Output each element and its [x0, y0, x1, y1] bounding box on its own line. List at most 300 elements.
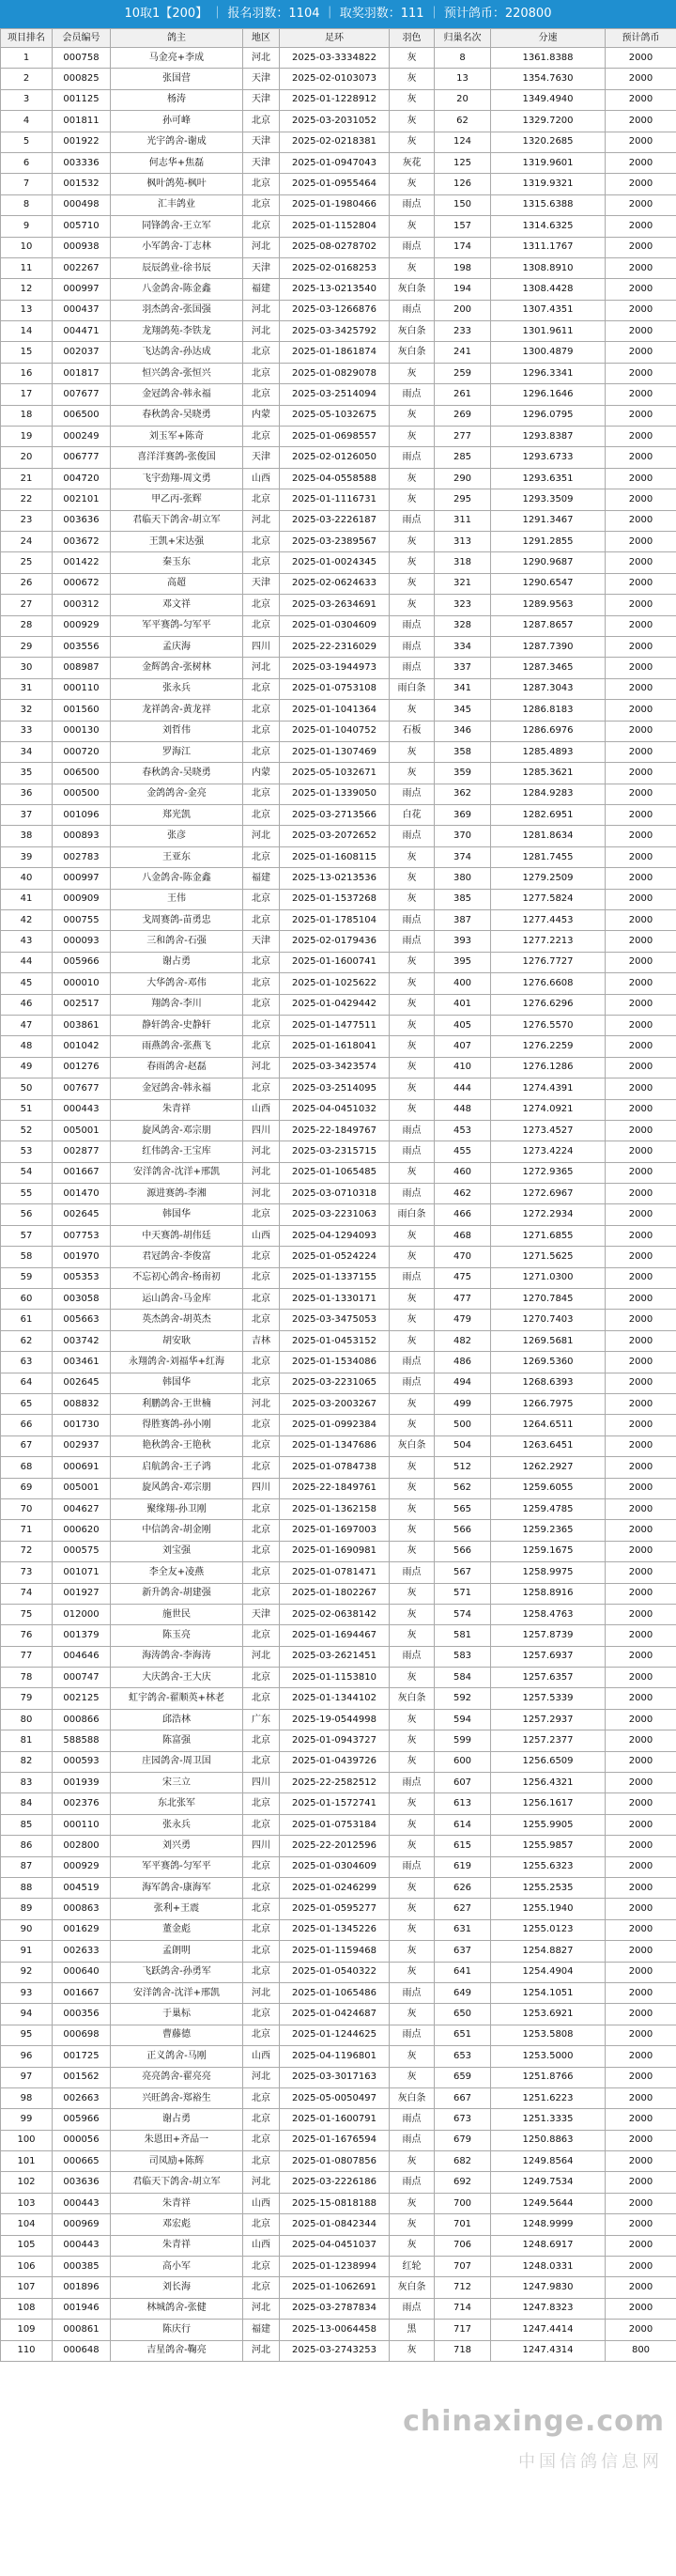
cell-ring: 2025-01-1307469	[280, 741, 390, 762]
cell-rank: 25	[1, 552, 53, 573]
table-row	[1, 615, 676, 636]
table-row	[1, 1057, 676, 1078]
cell-owner: 金冠鸽舍-韩永福	[111, 384, 243, 405]
cell-prize: 2000	[606, 658, 676, 678]
cell-owner: 罗海江	[111, 741, 243, 762]
cell-owner: 林城鸽舍-张健	[111, 2298, 243, 2319]
cell-prize: 2000	[606, 741, 676, 762]
cell-ring: 2025-03-2231063	[280, 1204, 390, 1225]
cell-member-id: 000110	[53, 1814, 111, 1835]
cell-ring: 2025-01-1676594	[280, 2130, 390, 2150]
cell-rank: 102	[1, 2172, 53, 2193]
cell-ring: 2025-01-1534086	[280, 1352, 390, 1373]
cell-ring: 2025-03-3423574	[280, 1057, 390, 1078]
cell-member-id: 001532	[53, 174, 111, 194]
cell-return-place: 444	[435, 1079, 491, 1099]
cell-ring: 2025-04-0558588	[280, 468, 390, 489]
cell-color: 灰	[390, 1247, 435, 1267]
result-banner: 10取1【200】 ｜ 报名羽数：1104 ｜ 取奖羽数：111 ｜ 预计鸽币：220800	[0, 0, 676, 28]
cell-region: 河北	[243, 826, 280, 846]
cell-prize: 2000	[606, 1962, 676, 1982]
cell-speed: 1273.4224	[491, 1141, 606, 1162]
cell-prize: 2000	[606, 1604, 676, 1624]
cell-ring: 2025-08-0278702	[280, 237, 390, 257]
cell-region: 天津	[243, 132, 280, 152]
cell-region: 北京	[243, 2130, 280, 2150]
cell-ring: 2025-22-2012596	[280, 1836, 390, 1856]
table-row	[1, 826, 676, 846]
cell-color: 灰	[390, 1079, 435, 1099]
cell-member-id: 003556	[53, 636, 111, 657]
cell-return-place: 712	[435, 2277, 491, 2298]
cell-ring: 2025-03-2226187	[280, 510, 390, 531]
cell-member-id: 001667	[53, 1982, 111, 2003]
table-row	[1, 132, 676, 152]
cell-rank: 53	[1, 1141, 53, 1162]
cell-region: 北京	[243, 1962, 280, 1982]
cell-color: 灰	[390, 763, 435, 784]
cell-rank: 46	[1, 994, 53, 1015]
cell-prize: 2000	[606, 1498, 676, 1519]
cell-region: 天津	[243, 257, 280, 278]
table-row	[1, 1668, 676, 1688]
cell-member-id: 006777	[53, 447, 111, 468]
cell-region: 山西	[243, 2235, 280, 2256]
cell-prize: 2000	[606, 132, 676, 152]
cell-prize: 2000	[606, 2320, 676, 2340]
cell-color: 灰	[390, 1162, 435, 1183]
table-row	[1, 2067, 676, 2087]
cell-color: 灰	[390, 216, 435, 237]
cell-speed: 1271.0300	[491, 1267, 606, 1288]
cell-member-id: 000620	[53, 1520, 111, 1541]
cell-region: 河北	[243, 1162, 280, 1183]
cell-rank: 106	[1, 2257, 53, 2277]
cell-speed: 1281.8634	[491, 826, 606, 846]
cell-member-id: 001667	[53, 1162, 111, 1183]
cell-ring: 2025-05-1032675	[280, 405, 390, 426]
cell-ring: 2025-03-3334822	[280, 48, 390, 69]
cell-prize: 2000	[606, 1373, 676, 1393]
cell-member-id: 003336	[53, 152, 111, 173]
cell-rank: 92	[1, 1962, 53, 1982]
cell-speed: 1289.9563	[491, 595, 606, 615]
cell-color: 灰	[390, 69, 435, 89]
cell-owner: 高超	[111, 573, 243, 594]
cell-color: 灰	[390, 427, 435, 447]
cell-color: 灰白条	[390, 321, 435, 342]
cell-member-id: 003636	[53, 510, 111, 531]
cell-rank: 105	[1, 2235, 53, 2256]
cell-return-place: 682	[435, 2151, 491, 2172]
table-row	[1, 384, 676, 405]
table-row	[1, 69, 676, 89]
cell-owner: 龙祥鸽舍-黄龙祥	[111, 700, 243, 721]
cell-rank: 29	[1, 636, 53, 657]
cell-owner: 东北张军	[111, 1793, 243, 1814]
cell-rank: 82	[1, 1751, 53, 1772]
cell-speed: 1276.6608	[491, 973, 606, 994]
cell-member-id: 004519	[53, 1877, 111, 1898]
cell-owner: 红伟鸽舍-王宝库	[111, 1141, 243, 1162]
cell-owner: 刘玉军+陈奇	[111, 427, 243, 447]
cell-rank: 65	[1, 1394, 53, 1415]
cell-owner: 陈玉亮	[111, 1625, 243, 1646]
cell-ring: 2025-02-0179436	[280, 931, 390, 952]
cell-region: 北京	[243, 846, 280, 867]
cell-rank: 6	[1, 152, 53, 173]
cell-return-place: 500	[435, 1415, 491, 1435]
table-row	[1, 531, 676, 551]
table-row	[1, 2130, 676, 2150]
cell-region: 北京	[243, 2214, 280, 2235]
cell-speed: 1276.5570	[491, 1015, 606, 1035]
cell-region: 北京	[243, 994, 280, 1015]
cell-color: 雨点	[390, 1646, 435, 1667]
cell-return-place: 706	[435, 2235, 491, 2256]
cell-speed: 1276.1286	[491, 1057, 606, 1078]
cell-rank: 88	[1, 1877, 53, 1898]
cell-ring: 2025-01-0955464	[280, 174, 390, 194]
cell-member-id: 000437	[53, 300, 111, 320]
cell-speed: 1272.9365	[491, 1162, 606, 1183]
cell-prize: 2000	[606, 2025, 676, 2045]
cell-speed: 1276.2259	[491, 1036, 606, 1057]
cell-color: 灰	[390, 1415, 435, 1435]
cell-region: 河北	[243, 2172, 280, 2193]
cell-speed: 1291.2855	[491, 531, 606, 551]
cell-owner: 金冠鸽舍-韩永福	[111, 1079, 243, 1099]
table-row	[1, 216, 676, 237]
cell-return-place: 290	[435, 468, 491, 489]
cell-color: 灰	[390, 2151, 435, 2172]
cell-rank: 62	[1, 1330, 53, 1351]
cell-region: 北京	[243, 1036, 280, 1057]
cell-ring: 2025-01-1802267	[280, 1583, 390, 1604]
cell-region: 北京	[243, 1015, 280, 1035]
cell-return-place: 259	[435, 363, 491, 383]
cell-color: 灰	[390, 994, 435, 1015]
cell-region: 北京	[243, 1919, 280, 1940]
cell-rank: 74	[1, 1583, 53, 1604]
cell-prize: 2000	[606, 1184, 676, 1204]
table-row	[1, 489, 676, 510]
cell-return-place: 499	[435, 1394, 491, 1415]
cell-rank: 90	[1, 1919, 53, 1940]
cell-speed: 1251.6223	[491, 2087, 606, 2108]
cell-region: 北京	[243, 2257, 280, 2277]
cell-rank: 86	[1, 1836, 53, 1856]
cell-speed: 1270.7845	[491, 1289, 606, 1310]
cell-owner: 永翔鸽舍-刘福华+红海	[111, 1352, 243, 1373]
cell-prize: 2000	[606, 805, 676, 826]
cell-region: 河北	[243, 658, 280, 678]
cell-return-place: 20	[435, 89, 491, 110]
cell-member-id: 000825	[53, 69, 111, 89]
cell-ring: 2025-01-1228912	[280, 89, 390, 110]
cell-member-id: 001922	[53, 132, 111, 152]
cell-owner: 朱恩田+齐品一	[111, 2130, 243, 2150]
cell-ring: 2025-01-0524224	[280, 1247, 390, 1267]
cell-color: 灰	[390, 552, 435, 573]
cell-return-place: 607	[435, 1773, 491, 1793]
cell-region: 北京	[243, 1751, 280, 1772]
cell-region: 河北	[243, 321, 280, 342]
cell-color: 雨点	[390, 384, 435, 405]
cell-prize: 2000	[606, 427, 676, 447]
cell-member-id: 002376	[53, 1793, 111, 1814]
cell-member-id: 003058	[53, 1289, 111, 1310]
cell-member-id: 000249	[53, 427, 111, 447]
cell-return-place: 562	[435, 1478, 491, 1498]
cell-ring: 2025-01-1238994	[280, 2257, 390, 2277]
cell-member-id: 001042	[53, 1036, 111, 1057]
cell-ring: 2025-01-0540322	[280, 1962, 390, 1982]
cell-speed: 1259.6055	[491, 1478, 606, 1498]
cell-ring: 2025-03-2713566	[280, 805, 390, 826]
cell-member-id: 002633	[53, 1941, 111, 1962]
cell-rank: 14	[1, 321, 53, 342]
cell-return-place: 385	[435, 889, 491, 909]
cell-speed: 1354.7630	[491, 69, 606, 89]
cell-color: 灰	[390, 1709, 435, 1730]
table-row	[1, 174, 676, 194]
cell-member-id: 001562	[53, 2067, 111, 2087]
cell-owner: 英杰鸽舍-胡英杰	[111, 1310, 243, 1330]
cell-region: 北京	[243, 615, 280, 636]
cell-region: 四川	[243, 1836, 280, 1856]
cell-prize: 2000	[606, 342, 676, 363]
cell-region: 广东	[243, 1709, 280, 1730]
table-row	[1, 2298, 676, 2319]
table-row	[1, 1688, 676, 1709]
cell-prize: 2000	[606, 1015, 676, 1035]
watermark-name: 中国信鸽信息网	[518, 2452, 663, 2472]
cell-return-place: 571	[435, 1583, 491, 1604]
cell-owner: 三和鸽舍-石强	[111, 931, 243, 952]
cell-speed: 1272.6967	[491, 1184, 606, 1204]
cell-speed: 1284.9283	[491, 784, 606, 804]
cell-speed: 1293.3509	[491, 489, 606, 510]
cell-rank: 66	[1, 1415, 53, 1435]
cell-color: 灰白条	[390, 342, 435, 363]
cell-return-place: 700	[435, 2193, 491, 2213]
cell-member-id: 005966	[53, 2109, 111, 2130]
cell-return-place: 124	[435, 132, 491, 152]
table-row	[1, 931, 676, 952]
cell-owner: 孟朗明	[111, 1941, 243, 1962]
cell-rank: 71	[1, 1520, 53, 1541]
cell-owner: 喜洋洋赛鸽-张俊国	[111, 447, 243, 468]
table-row	[1, 510, 676, 531]
table-row	[1, 363, 676, 383]
cell-speed: 1291.3467	[491, 510, 606, 531]
cell-speed: 1259.2365	[491, 1520, 606, 1541]
table-row	[1, 1036, 676, 1057]
cell-return-place: 470	[435, 1247, 491, 1267]
cell-rank: 49	[1, 1057, 53, 1078]
cell-prize: 2000	[606, 1141, 676, 1162]
cell-ring: 2025-01-1025622	[280, 973, 390, 994]
cell-speed: 1282.6951	[491, 805, 606, 826]
cell-return-place: 653	[435, 2046, 491, 2067]
cell-color: 黑	[390, 2320, 435, 2340]
cell-prize: 2000	[606, 2151, 676, 2172]
cell-rank: 101	[1, 2151, 53, 2172]
cell-member-id: 002877	[53, 1141, 111, 1162]
cell-speed: 1253.5808	[491, 2025, 606, 2045]
cell-prize: 2000	[606, 257, 676, 278]
cell-color: 雨点	[390, 658, 435, 678]
cell-prize: 2000	[606, 216, 676, 237]
cell-rank: 48	[1, 1036, 53, 1057]
cell-speed: 1290.9687	[491, 552, 606, 573]
cell-return-place: 692	[435, 2172, 491, 2193]
cell-speed: 1248.0331	[491, 2257, 606, 2277]
cell-owner: 春秋鸽舍-吴晓勇	[111, 405, 243, 426]
cell-rank: 83	[1, 1773, 53, 1793]
cell-member-id: 008832	[53, 1394, 111, 1415]
cell-prize: 2000	[606, 194, 676, 215]
cell-region: 北京	[243, 174, 280, 194]
cell-member-id: 000665	[53, 2151, 111, 2172]
cell-color: 灰白条	[390, 1435, 435, 1456]
cell-return-place: 380	[435, 868, 491, 889]
cell-return-place: 400	[435, 973, 491, 994]
cell-speed: 1319.9601	[491, 152, 606, 173]
cell-prize: 2000	[606, 1688, 676, 1709]
cell-prize: 2000	[606, 2298, 676, 2319]
table-row	[1, 2235, 676, 2256]
cell-return-place: 362	[435, 784, 491, 804]
cell-region: 河北	[243, 237, 280, 257]
cell-region: 北京	[243, 2025, 280, 2045]
cell-rank: 56	[1, 1204, 53, 1225]
cell-owner: 金鸽鸽舍-金亮	[111, 784, 243, 804]
cell-rank: 26	[1, 573, 53, 594]
cell-return-place: 466	[435, 1204, 491, 1225]
cell-prize: 2000	[606, 678, 676, 699]
cell-return-place: 194	[435, 279, 491, 300]
cell-region: 天津	[243, 1604, 280, 1624]
cell-region: 四川	[243, 1773, 280, 1793]
cell-color: 雨点	[390, 2298, 435, 2319]
cell-return-place: 477	[435, 1289, 491, 1310]
cell-return-place: 594	[435, 1709, 491, 1730]
cell-owner: 中天赛鸽-胡伟廷	[111, 1225, 243, 1246]
cell-rank: 41	[1, 889, 53, 909]
cell-rank: 21	[1, 468, 53, 489]
table-row	[1, 1793, 676, 1814]
cell-rank: 51	[1, 1099, 53, 1120]
cell-ring: 2025-04-0451037	[280, 2235, 390, 2256]
cell-owner: 郑光凯	[111, 805, 243, 826]
cell-prize: 2000	[606, 384, 676, 405]
cell-speed: 1285.3621	[491, 763, 606, 784]
cell-rank: 94	[1, 2004, 53, 2025]
cell-region: 北京	[243, 1793, 280, 1814]
cell-speed: 1293.6351	[491, 468, 606, 489]
cell-member-id: 000997	[53, 279, 111, 300]
cell-color: 灰	[390, 2235, 435, 2256]
cell-color: 雨点	[390, 615, 435, 636]
cell-rank: 104	[1, 2214, 53, 2235]
cell-member-id: 000443	[53, 1099, 111, 1120]
cell-owner: 杨涛	[111, 89, 243, 110]
cell-member-id: 002800	[53, 1836, 111, 1856]
cell-owner: 邱浩林	[111, 1709, 243, 1730]
cell-region: 北京	[243, 531, 280, 551]
cell-member-id: 000056	[53, 2130, 111, 2150]
cell-region: 河北	[243, 1184, 280, 1204]
cell-member-id: 000720	[53, 741, 111, 762]
cell-rank: 93	[1, 1982, 53, 2003]
cell-rank: 79	[1, 1688, 53, 1709]
cell-member-id: 003861	[53, 1015, 111, 1035]
cell-rank: 85	[1, 1814, 53, 1835]
cell-ring: 2025-01-1062691	[280, 2277, 390, 2298]
cell-ring: 2025-01-0304609	[280, 1856, 390, 1877]
cell-owner: 甲乙丙-张辉	[111, 489, 243, 510]
cell-speed: 1256.1617	[491, 1793, 606, 1814]
cell-owner: 庄园鸽舍-周卫国	[111, 1751, 243, 1772]
cell-ring: 2025-01-1362158	[280, 1498, 390, 1519]
cell-color: 雨点	[390, 1267, 435, 1288]
cell-member-id: 002783	[53, 846, 111, 867]
cell-ring: 2025-01-0429442	[280, 994, 390, 1015]
cell-rank: 80	[1, 1709, 53, 1730]
cell-prize: 2000	[606, 363, 676, 383]
cell-ring: 2025-01-1477511	[280, 1015, 390, 1035]
cell-owner: 静轩鸽舍-史静轩	[111, 1015, 243, 1035]
cell-return-place: 13	[435, 69, 491, 89]
table-row	[1, 1541, 676, 1561]
cell-speed: 1254.8827	[491, 1941, 606, 1962]
cell-prize: 2000	[606, 2046, 676, 2067]
cell-rank: 98	[1, 2087, 53, 2108]
cell-return-place: 494	[435, 1373, 491, 1393]
cell-region: 河北	[243, 1141, 280, 1162]
cell-ring: 2025-01-1600741	[280, 952, 390, 972]
cell-member-id: 004471	[53, 321, 111, 342]
cell-speed: 1287.3043	[491, 678, 606, 699]
cell-owner: 兴旺鸽舍-郑裕生	[111, 2087, 243, 2108]
cell-member-id: 001422	[53, 552, 111, 573]
cell-prize: 2000	[606, 1330, 676, 1351]
cell-owner: 孟庆海	[111, 636, 243, 657]
table-row	[1, 1751, 676, 1772]
table-row	[1, 994, 676, 1015]
cell-member-id: 006500	[53, 763, 111, 784]
cell-color: 灰	[390, 132, 435, 152]
table-row	[1, 1604, 676, 1624]
cell-return-place: 574	[435, 1604, 491, 1624]
cell-region: 北京	[243, 1688, 280, 1709]
cell-rank: 44	[1, 952, 53, 972]
cell-owner: 大庆鸽舍-王大庆	[111, 1668, 243, 1688]
cell-ring: 2025-03-2514094	[280, 384, 390, 405]
table-row	[1, 1394, 676, 1415]
cell-return-place: 614	[435, 1814, 491, 1835]
table-row	[1, 2004, 676, 2025]
cell-return-place: 358	[435, 741, 491, 762]
cell-color: 白花	[390, 805, 435, 826]
cell-ring: 2025-02-0126050	[280, 447, 390, 468]
col-owner: 鸽主	[111, 29, 243, 48]
cell-ring: 2025-01-1572741	[280, 1793, 390, 1814]
cell-speed: 1255.9905	[491, 1814, 606, 1835]
cell-member-id: 001725	[53, 2046, 111, 2067]
